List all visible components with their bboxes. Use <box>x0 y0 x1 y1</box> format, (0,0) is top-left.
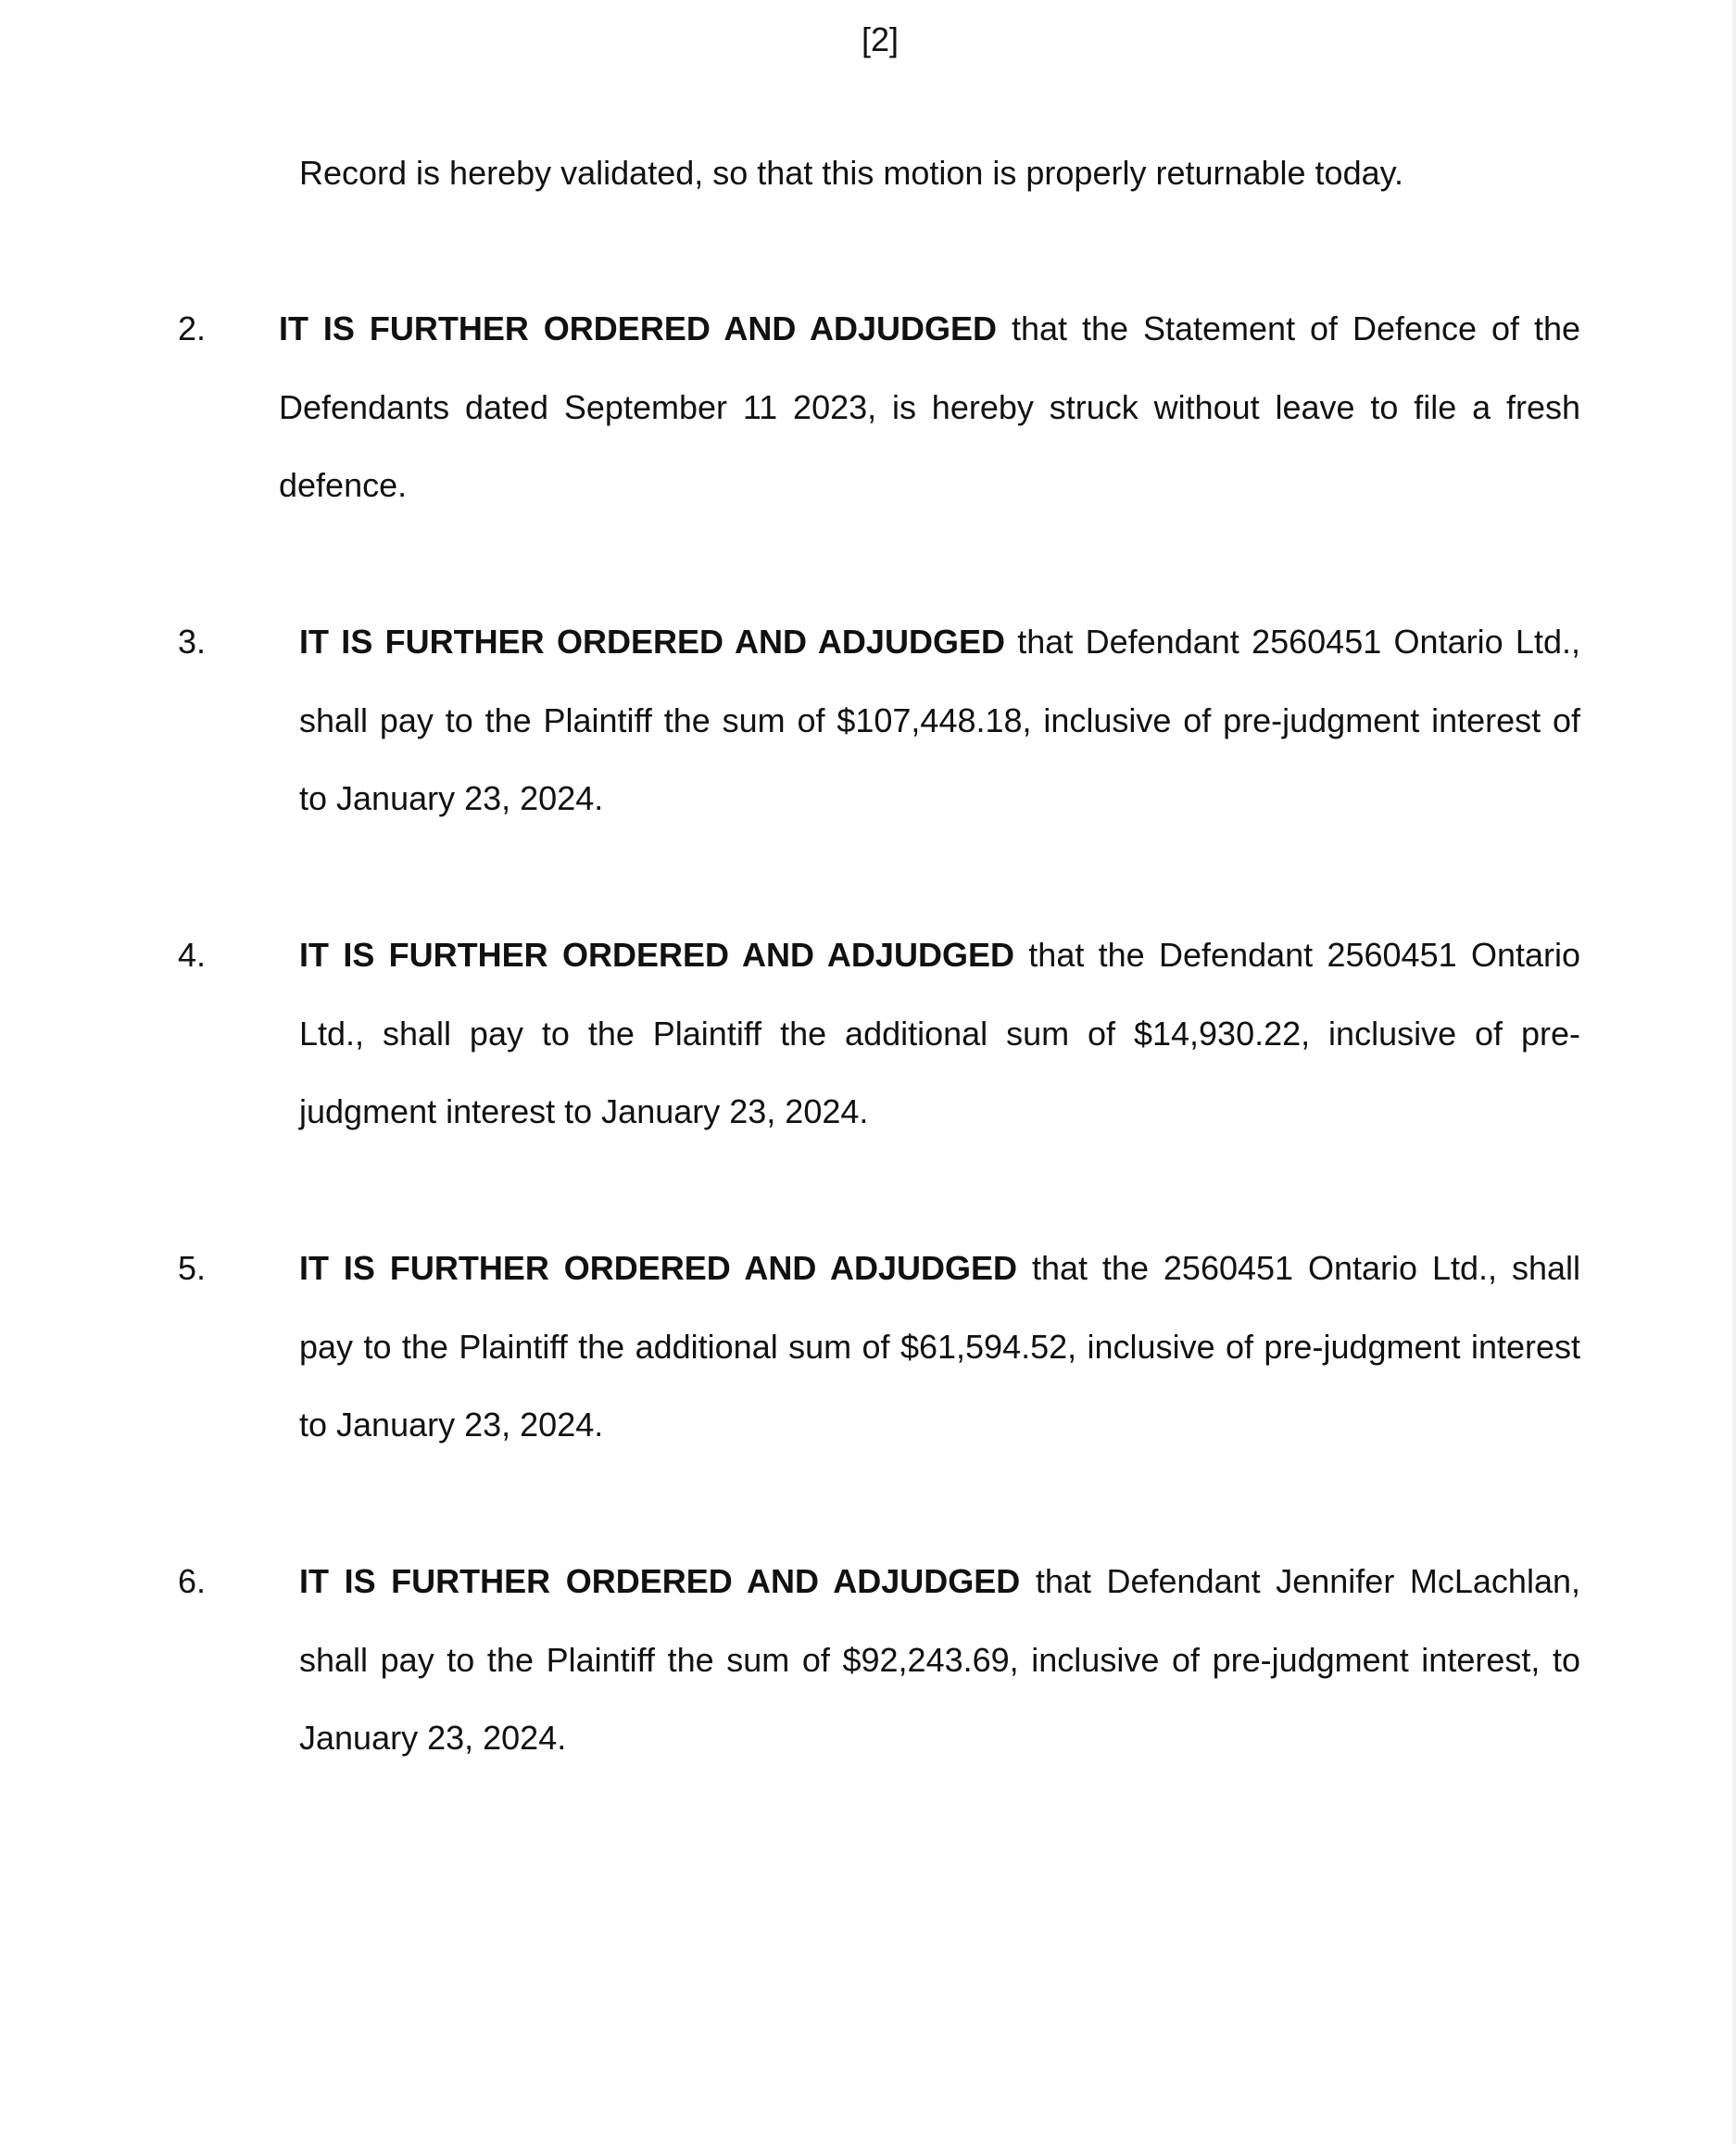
paragraph-number: 4. <box>178 936 207 974</box>
page-edge <box>1732 0 1736 2144</box>
paragraph-6 <box>299 1543 1580 1778</box>
paragraph-body: that Defendant Jennifer McLachlan, shall pay to the Plaintiff the sum of $92,243.69, inclusive of pre-judgment interest, to January 23, 2024. <box>299 1562 1580 1757</box>
paragraph-lead: IT IS FURTHER ORDERED AND ADJUDGED <box>299 936 1014 974</box>
paragraph-3 <box>299 603 1580 839</box>
paragraph-lead: IT IS FURTHER ORDERED AND ADJUDGED <box>299 1562 1021 1600</box>
paragraph-4 <box>299 916 1580 1152</box>
paragraph-body: that the 2560451 Ontario Ltd., shall pay to the Plaintiff the additional sum of $61,594.52, inclusive of pre-judgment interest to January 23, 2024. <box>299 1249 1580 1444</box>
paragraph-body: that the Defendant 2560451 Ontario Ltd., shall pay to the Plaintiff the additional sum of $14,930.22, inclusive of pre-judgment interest to January 23, 2024. <box>299 936 1581 1130</box>
paragraph-number: 6. <box>178 1562 207 1600</box>
paragraph-lead: IT IS FURTHER ORDERED AND ADJUDGED <box>299 623 1005 661</box>
paragraph-body: that Defendant 2560451 Ontario Ltd., shall pay to the Plaintiff the sum of $107,448.18, inclusive of pre-judgment interest of to January 23, 2024. <box>299 623 1580 817</box>
paragraph-5 <box>299 1230 1580 1465</box>
paragraph-number: 2. <box>178 309 207 347</box>
paragraph-body: that the Statement of Defence of the Defendants dated September 11 2023, is hereby struck without leave to file a fresh defence. <box>279 309 1580 504</box>
paragraph-number: 5. <box>178 1249 207 1287</box>
paragraph-number: 3. <box>178 623 207 661</box>
paragraph-lead: IT IS FURTHER ORDERED AND ADJUDGED <box>299 1249 1018 1287</box>
page-number: [2] <box>861 20 899 58</box>
paragraph-2 <box>279 290 1580 525</box>
continuation-text: Record is hereby validated, so that this motion is properly returnable today. <box>299 154 1403 192</box>
paragraph-lead: IT IS FURTHER ORDERED AND ADJUDGED <box>279 309 998 347</box>
